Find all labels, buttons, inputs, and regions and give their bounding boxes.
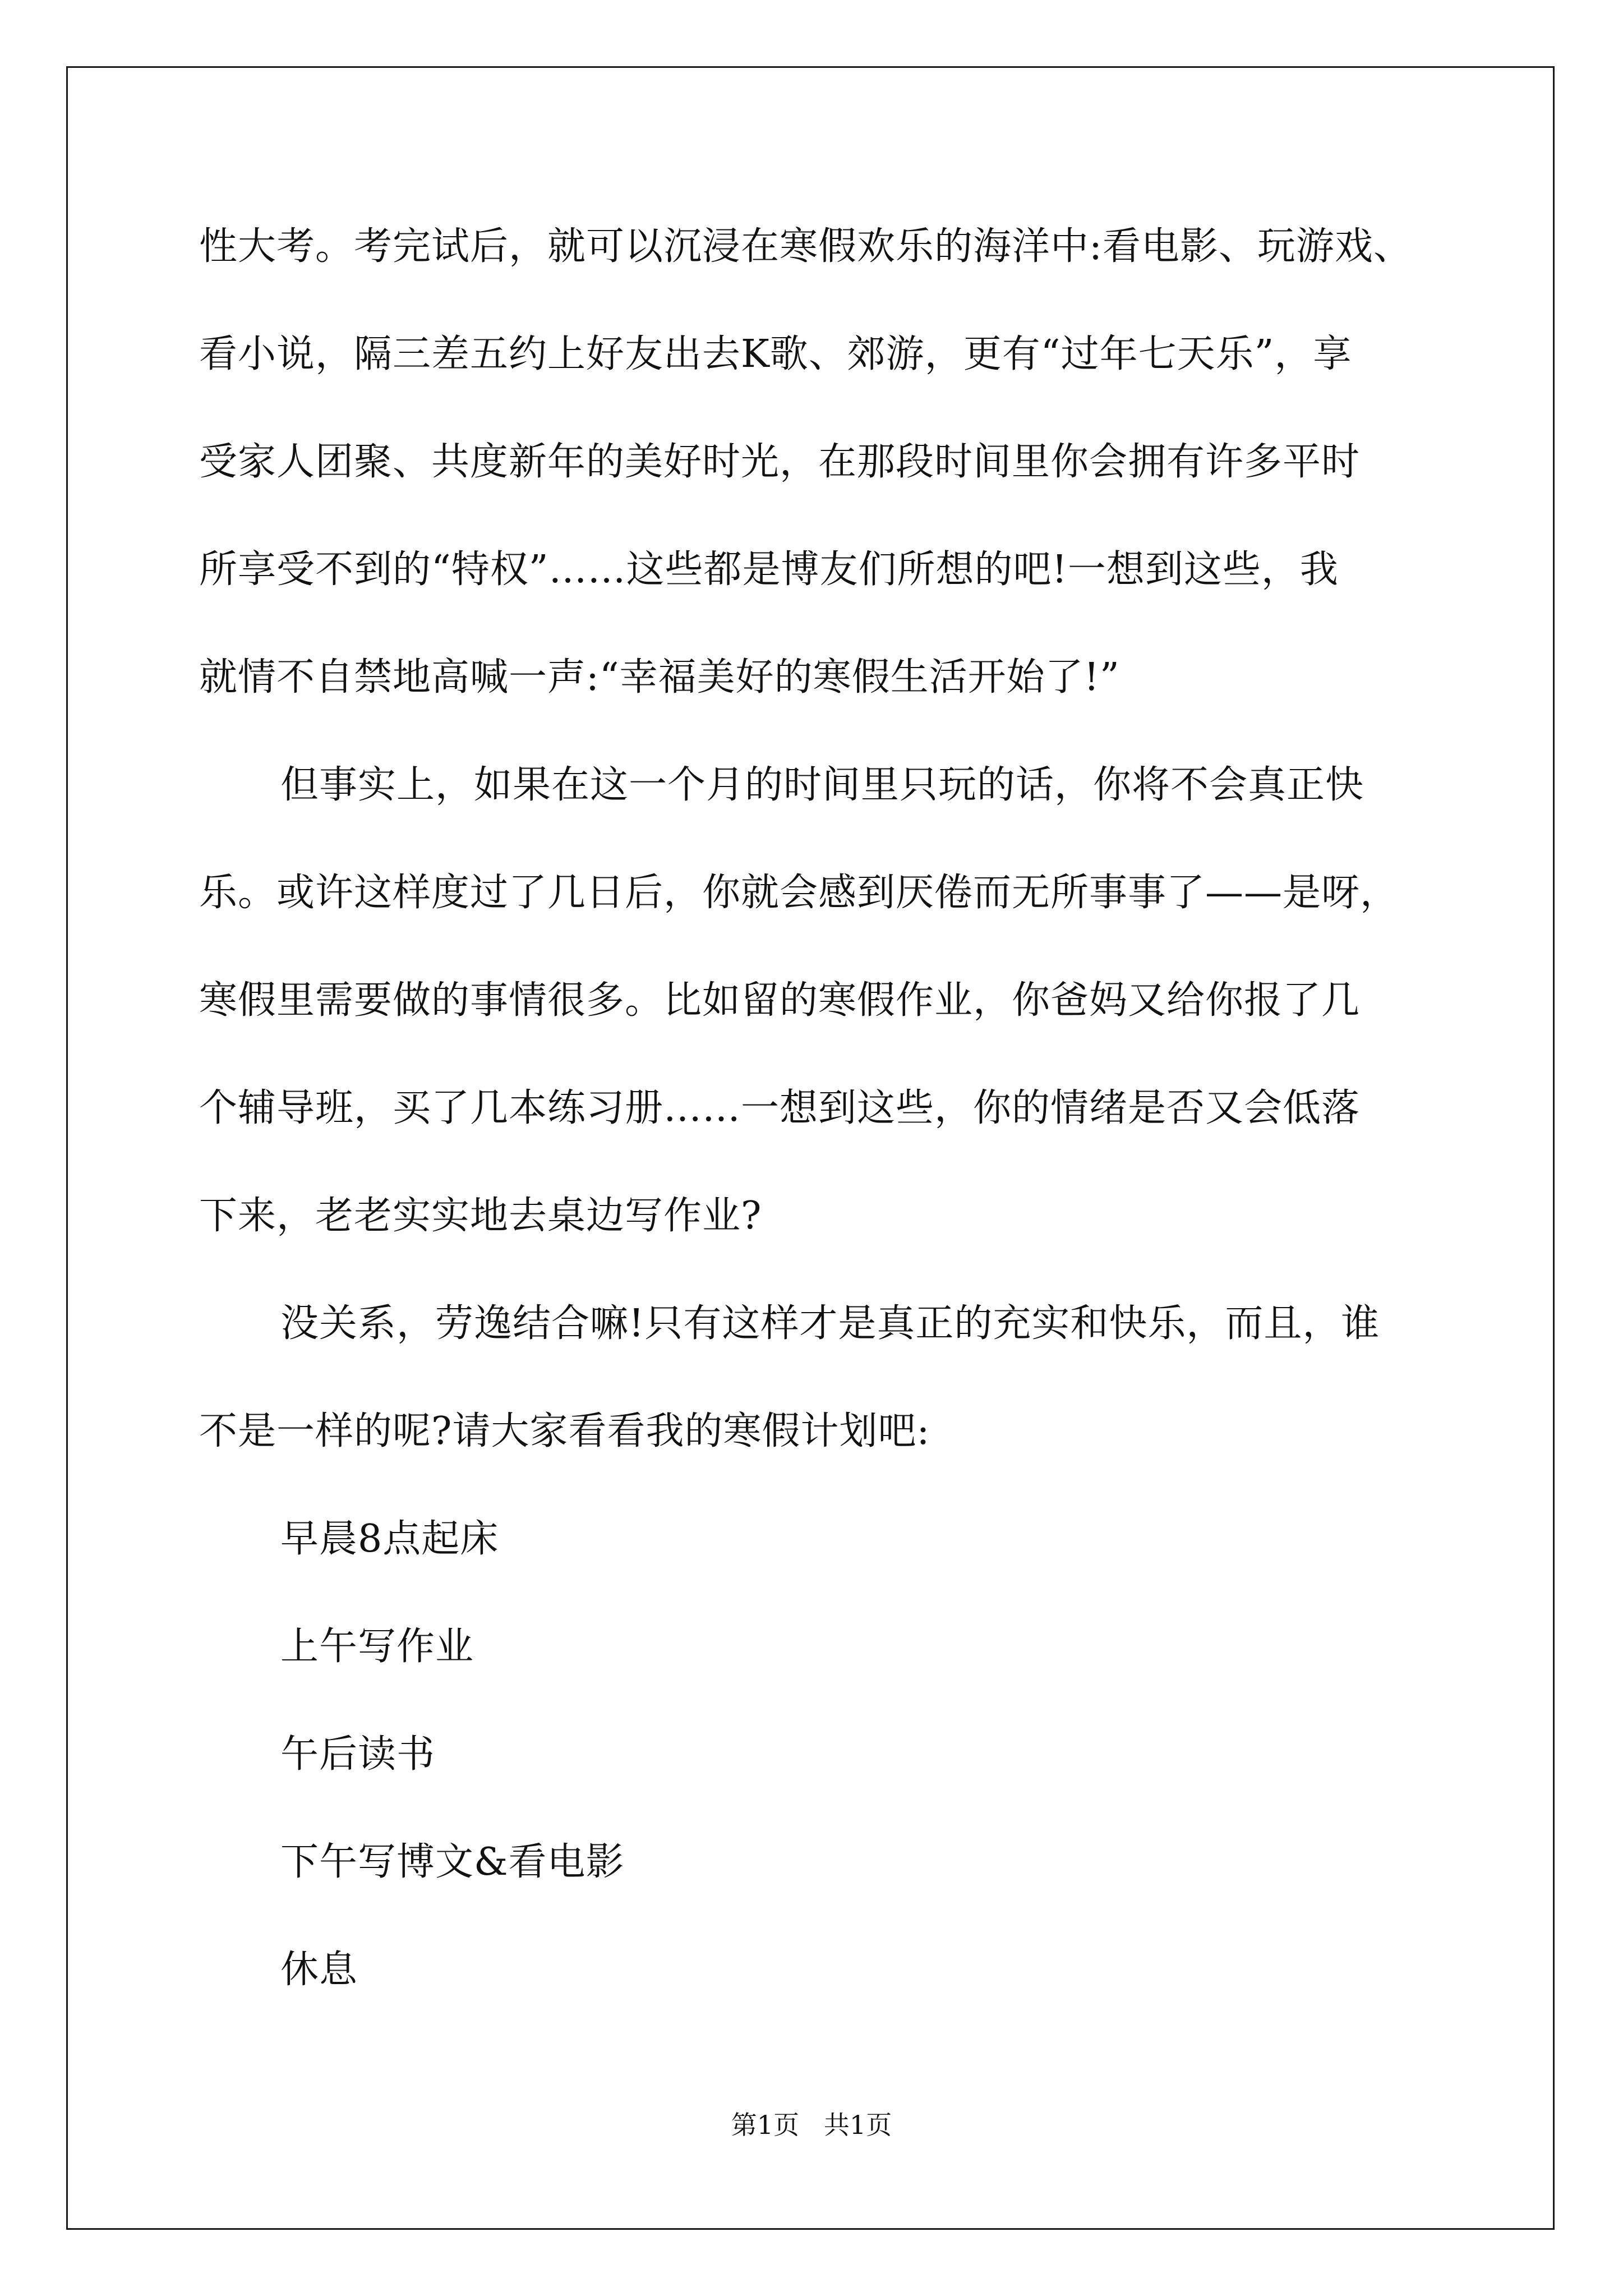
plan-item: 下午写博文&看电影 xyxy=(280,1840,625,1884)
plan-item: 休息 xyxy=(280,1948,358,1992)
page-number: 第1页 共1页 xyxy=(731,2110,892,2140)
paragraph-first-line: 但事实上，如果在这一个月的时间里只玩的话，你将不会真正快 xyxy=(280,763,1364,807)
text-line: 下来，老老实实地去桌边写作业? xyxy=(199,1194,762,1238)
page-border xyxy=(66,66,1555,2230)
text-line: 不是一样的呢?请大家看看我的寒假计划吧: xyxy=(199,1409,930,1453)
text-line: 乐。或许这样度过了几日后，你就会感到厌倦而无所事事了——是呀， xyxy=(199,871,1399,915)
text-line: 受家人团聚、共度新年的美好时光，在那段时间里你会拥有许多平时 xyxy=(199,440,1361,484)
plan-item: 午后读书 xyxy=(280,1732,436,1777)
text-line: 就情不自禁地高喊一声:“幸福美好的寒假生活开始了!” xyxy=(199,655,1120,700)
plan-item: 上午写作业 xyxy=(280,1625,474,1669)
text-line: 看小说，隔三差五约上好友出去K歌、郊游，更有“过年七天乐”，享 xyxy=(199,332,1352,376)
text-line: 性大考。考完试后，就可以沉浸在寒假欢乐的海洋中:看电影、玩游戏、 xyxy=(199,224,1412,269)
plan-item: 早晨8点起床 xyxy=(280,1517,499,1561)
text-line: 寒假里需要做的事情很多。比如留的寒假作业，你爸妈又给你报了几 xyxy=(199,978,1361,1023)
text-line: 所享受不到的“特权”……这些都是博友们所想的吧!一想到这些，我 xyxy=(199,547,1339,592)
text-line: 个辅导班，买了几本练习册……一想到这些，你的情绪是否又会低落 xyxy=(199,1086,1361,1130)
paragraph-first-line: 没关系，劳逸结合嘛!只有这样才是真正的充实和快乐，而且，谁 xyxy=(280,1301,1380,1346)
